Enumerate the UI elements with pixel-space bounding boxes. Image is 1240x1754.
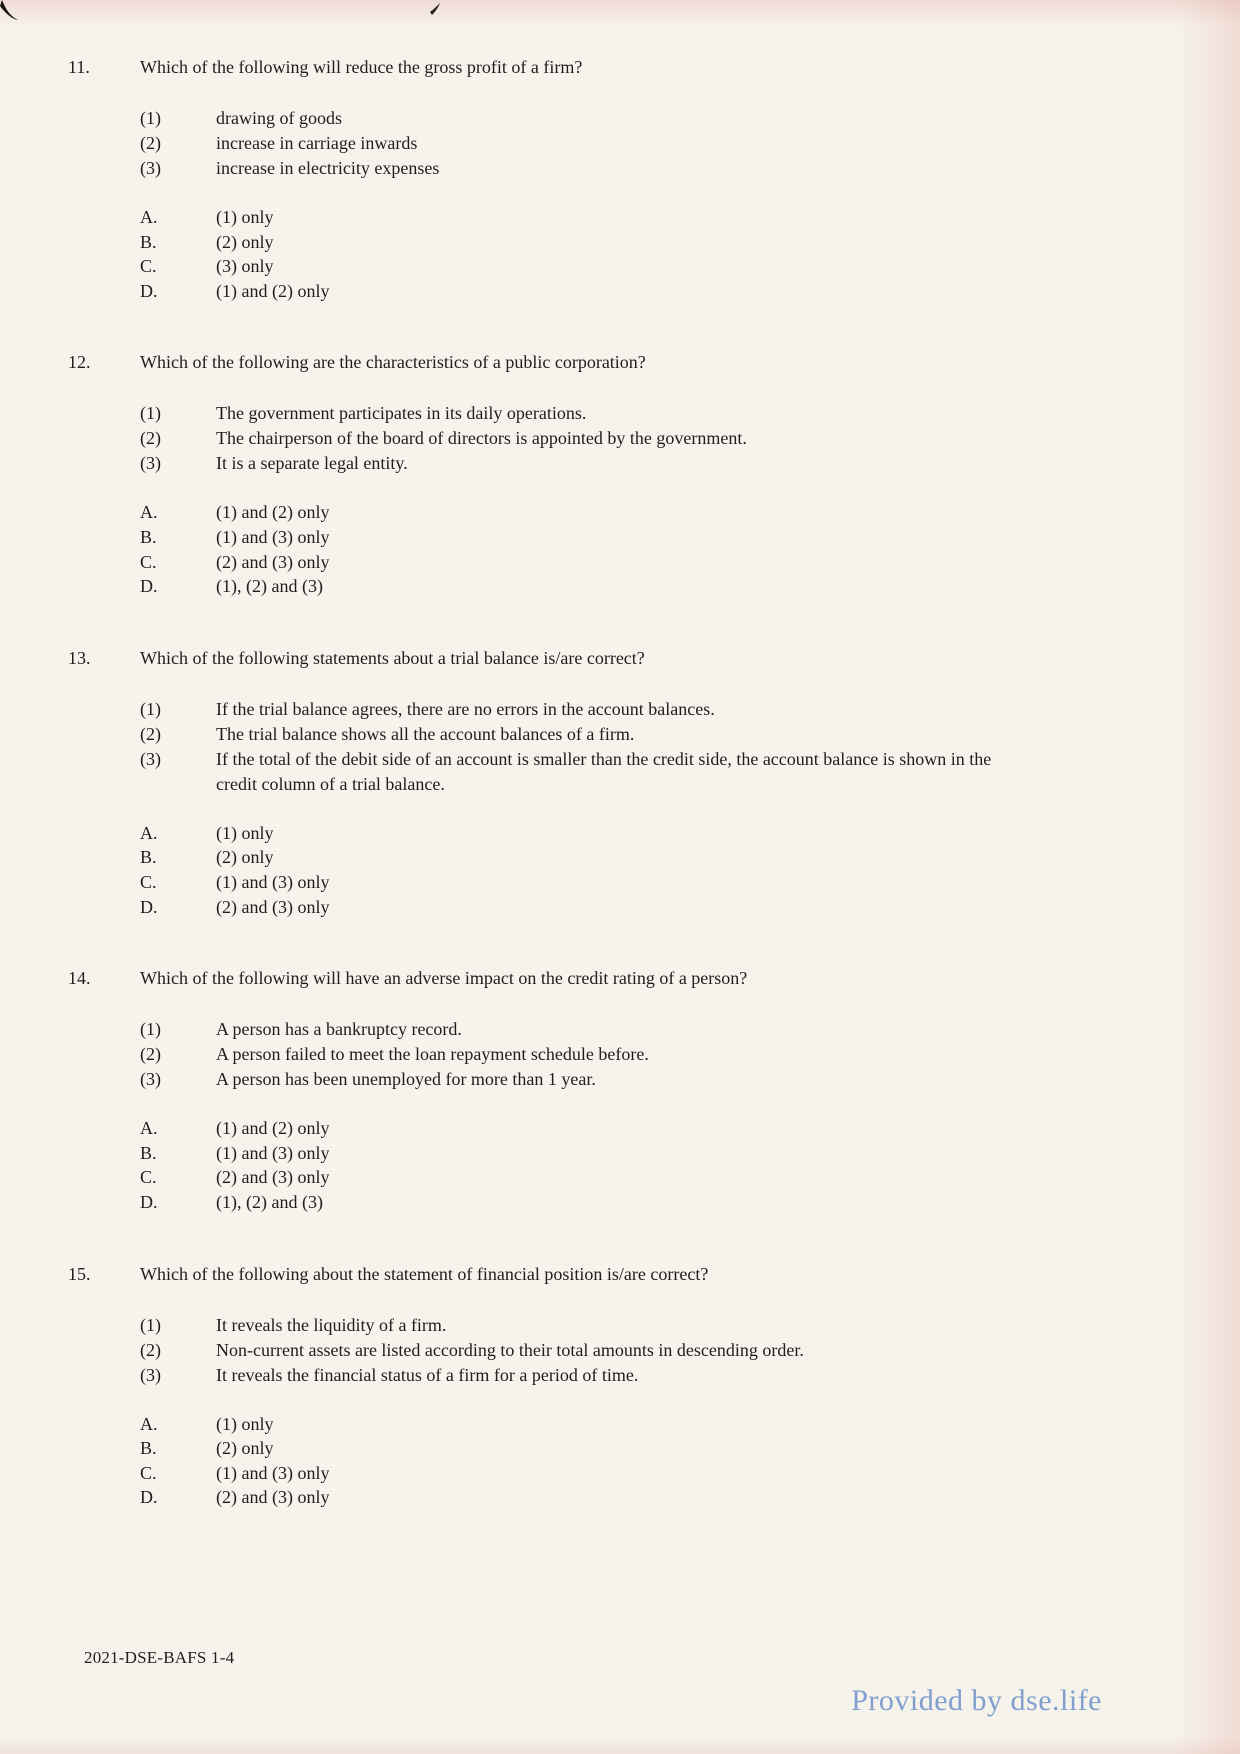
- statement-text: increase in carriage inwards: [216, 133, 418, 153]
- option-label: D.: [140, 576, 158, 597]
- option-row: [140, 574, 1174, 599]
- question-block-14: [68, 967, 1174, 1214]
- option-row: [140, 1412, 1174, 1437]
- question-number: 11.: [68, 57, 90, 77]
- option-list: [140, 1412, 1174, 1510]
- option-row: [140, 1190, 1174, 1215]
- option-label: C.: [140, 551, 157, 572]
- statement-label: (1): [140, 1314, 161, 1335]
- statement-text: A person has been unemployed for more than 1 year.: [216, 1069, 596, 1090]
- option-row: [140, 279, 1174, 304]
- question-number: 15.: [68, 1263, 91, 1284]
- question-block-13: [68, 647, 1174, 919]
- option-row: [140, 205, 1174, 230]
- statement-row: [140, 722, 1174, 747]
- option-text: (1), (2) and (3): [216, 1191, 323, 1212]
- option-text: (2) and (3) only: [216, 896, 330, 917]
- option-label: D.: [140, 1487, 158, 1508]
- option-list: [140, 1116, 1174, 1214]
- question-text: Which of the following are the characteristics of a public corporation?: [140, 352, 646, 373]
- option-row: [140, 1461, 1174, 1486]
- statement-row: [140, 401, 1174, 426]
- statement-label: (3): [140, 158, 161, 178]
- option-row: [140, 500, 1174, 525]
- option-label: B.: [140, 231, 157, 252]
- statement-row: [140, 106, 1174, 131]
- option-label: B.: [140, 847, 157, 868]
- statement-label: (3): [140, 1069, 161, 1090]
- question-block-12: [68, 351, 1174, 598]
- statement-text: The trial balance shows all the account balances of a firm.: [216, 723, 635, 744]
- option-list: [140, 205, 1174, 303]
- statement-text: Non-current assets are listed according to their total amounts in descending order.: [216, 1339, 804, 1360]
- statement-label: (2): [140, 428, 161, 449]
- option-row: [140, 845, 1174, 870]
- statement-text: It is a separate legal entity.: [216, 453, 408, 474]
- statement-label: (2): [140, 1044, 161, 1065]
- statement-text: If the total of the debit side of an account is smaller than the credit side, the account balance is shown in the credit column of a trial balance.: [216, 748, 992, 794]
- option-text: (1) and (3) only: [216, 526, 330, 547]
- option-label: C.: [140, 871, 157, 892]
- option-row: [140, 1436, 1174, 1461]
- statement-row: [140, 1042, 1174, 1067]
- option-text: (1) and (2) only: [216, 1118, 330, 1139]
- option-label: A.: [140, 207, 158, 227]
- statement-label: (2): [140, 1339, 161, 1360]
- question-text: Which of the following will have an adverse impact on the credit rating of a person?: [140, 968, 748, 989]
- option-text: (1) and (2) only: [216, 280, 330, 301]
- statement-text: It reveals the liquidity of a firm.: [216, 1314, 447, 1335]
- statement-row: [140, 1313, 1174, 1338]
- option-label: C.: [140, 1167, 157, 1188]
- question-text: Which of the following about the statement of financial position is/are correct?: [140, 1263, 709, 1284]
- statement-list: [140, 1313, 1174, 1388]
- option-label: A.: [140, 822, 158, 843]
- option-row: [140, 1141, 1174, 1166]
- statement-text: A person has a bankruptcy record.: [216, 1019, 462, 1040]
- option-row: [140, 254, 1174, 279]
- question-block-15: [68, 1263, 1174, 1510]
- statement-label: (3): [140, 748, 161, 769]
- statement-list: [140, 401, 1174, 476]
- option-text: (1) and (2) only: [216, 502, 330, 523]
- statement-text: A person failed to meet the loan repayment schedule before.: [216, 1044, 649, 1065]
- option-row: [140, 1116, 1174, 1141]
- option-row: [140, 550, 1174, 575]
- statement-list: [140, 106, 1174, 181]
- statement-text: It reveals the financial status of a firm for a period of time.: [216, 1364, 639, 1385]
- option-label: C.: [140, 1462, 157, 1483]
- option-row: [140, 870, 1174, 895]
- option-text: (1), (2) and (3): [216, 576, 323, 597]
- option-text: (1) and (3) only: [216, 1462, 330, 1483]
- statement-text: The chairperson of the board of directors is appointed by the government.: [216, 428, 747, 449]
- option-row: [140, 230, 1174, 255]
- option-text: (2) only: [216, 1438, 274, 1459]
- option-row: [140, 1485, 1174, 1510]
- statement-label: (3): [140, 453, 161, 474]
- option-label: B.: [140, 1142, 157, 1163]
- option-text: (1) and (3) only: [216, 871, 330, 892]
- statement-row: [140, 1067, 1174, 1092]
- statement-label: (1): [140, 1019, 161, 1040]
- option-row: [140, 1165, 1174, 1190]
- option-label: B.: [140, 1438, 157, 1459]
- page-footer-code: 2021-DSE-BAFS 1-4: [84, 1648, 235, 1667]
- statement-list: [140, 697, 1174, 797]
- statement-text: If the trial balance agrees, there are no errors in the account balances.: [216, 698, 715, 719]
- option-text: (2) only: [216, 847, 274, 868]
- statement-label: (1): [140, 698, 161, 719]
- statement-label: (1): [140, 403, 161, 424]
- option-text: (2) and (3) only: [216, 1487, 330, 1508]
- question-number: 13.: [68, 647, 91, 668]
- statement-row: [140, 426, 1174, 451]
- statement-label: (2): [140, 723, 161, 744]
- question-number: 12.: [68, 352, 91, 373]
- option-label: C.: [140, 256, 157, 277]
- scan-edge-tint-bottom: [0, 1736, 1240, 1754]
- statement-text: increase in electricity expenses: [216, 158, 440, 178]
- question-text: Which of the following will reduce the gross profit of a firm?: [140, 57, 583, 77]
- option-label: A.: [140, 1413, 158, 1434]
- statement-label: (1): [140, 108, 161, 128]
- question-number: 14.: [68, 968, 91, 989]
- option-list: [140, 821, 1174, 919]
- statement-row: [140, 1363, 1174, 1388]
- statement-row: [140, 697, 1174, 722]
- option-label: D.: [140, 1191, 158, 1212]
- option-text: (2) and (3) only: [216, 551, 330, 572]
- option-text: (1) only: [216, 207, 274, 227]
- statement-label: (3): [140, 1364, 161, 1385]
- statement-row: [140, 156, 1174, 181]
- option-label: D.: [140, 896, 158, 917]
- option-text: (2) only: [216, 231, 274, 252]
- statement-label: (2): [140, 133, 161, 153]
- statement-row: [140, 131, 1174, 156]
- statement-row: [140, 1017, 1174, 1042]
- question-block-11: [68, 56, 1174, 303]
- option-label: A.: [140, 1118, 158, 1139]
- statement-text: drawing of goods: [216, 108, 342, 128]
- option-row: [140, 821, 1174, 846]
- watermark: Provided by dse.life: [851, 1684, 1102, 1717]
- option-label: D.: [140, 280, 158, 301]
- option-row: [140, 525, 1174, 550]
- option-text: (2) and (3) only: [216, 1167, 330, 1188]
- option-list: [140, 500, 1174, 598]
- option-label: B.: [140, 526, 157, 547]
- statement-list: [140, 1017, 1174, 1092]
- statement-row: [140, 747, 1174, 797]
- question-text: Which of the following statements about a trial balance is/are correct?: [140, 647, 645, 668]
- option-text: (1) and (3) only: [216, 1142, 330, 1163]
- statement-row: [140, 451, 1174, 476]
- option-text: (1) only: [216, 822, 274, 843]
- option-text: (3) only: [216, 256, 274, 277]
- statement-text: The government participates in its daily operations.: [216, 403, 587, 424]
- option-text: (1) only: [216, 1413, 274, 1434]
- statement-row: [140, 1338, 1174, 1363]
- option-label: A.: [140, 502, 158, 523]
- option-row: [140, 895, 1174, 920]
